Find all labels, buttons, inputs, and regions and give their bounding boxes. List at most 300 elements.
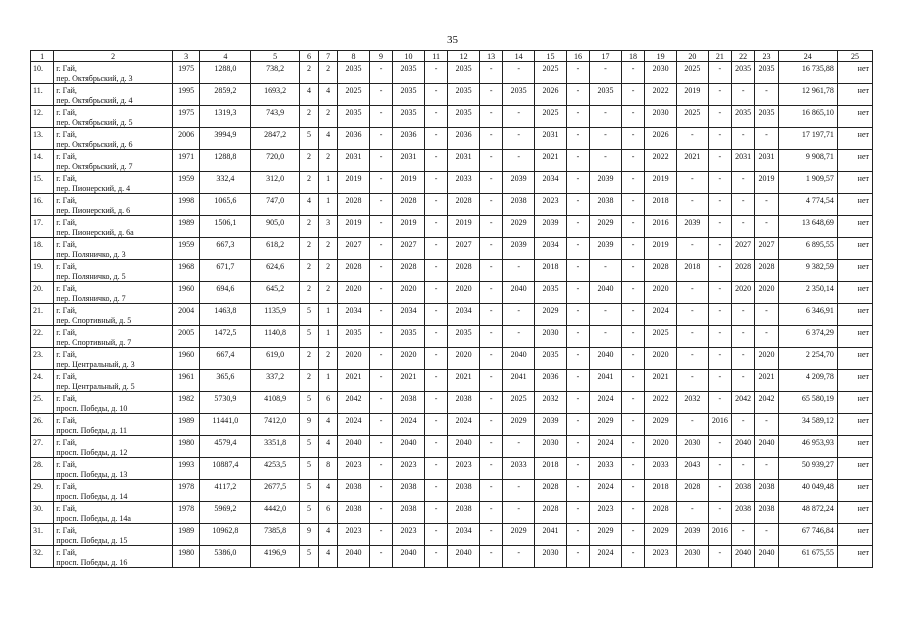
table-row <box>31 502 873 524</box>
table-cell: 2677,5 <box>251 480 300 502</box>
table-cell: нет <box>837 128 872 150</box>
table-cell: 2 <box>299 216 318 238</box>
table-row <box>31 458 873 480</box>
table-cell: - <box>424 62 447 84</box>
address-city: г. Гай, <box>56 196 77 205</box>
table-cell: 2020 <box>755 348 778 370</box>
table-row <box>31 282 873 304</box>
table-cell: 2026 <box>535 84 567 106</box>
table-cell: - <box>424 524 447 546</box>
table-cell: 1960 <box>172 348 200 370</box>
table-cell: - <box>503 480 535 502</box>
column-number-header: 8 <box>338 51 370 62</box>
table-cell: 1 <box>319 304 338 326</box>
table-cell: - <box>590 106 622 128</box>
column-number-header: 4 <box>200 51 251 62</box>
table-cell: - <box>621 524 644 546</box>
table-cell: 2021 <box>676 150 708 172</box>
table-row <box>31 128 873 150</box>
table-cell: 2016 <box>708 524 731 546</box>
table-cell: 2036 <box>535 370 567 392</box>
address-city: г. Гай, <box>56 460 77 469</box>
table-cell: - <box>621 260 644 282</box>
table-cell: 4 <box>319 436 338 458</box>
table-cell: - <box>755 326 778 348</box>
table-cell: - <box>424 392 447 414</box>
table-cell: - <box>424 216 447 238</box>
table-cell: 332,4 <box>200 172 251 194</box>
page-number: 35 <box>447 34 458 46</box>
table-cell: 2 <box>299 260 318 282</box>
table-cell: - <box>480 326 503 348</box>
table-cell: 2020 <box>338 282 370 304</box>
table-cell: 2023 <box>393 458 425 480</box>
table-cell: 2038 <box>732 480 755 502</box>
table-cell: 4 209,78 <box>778 370 837 392</box>
table-cell: 2038 <box>448 392 480 414</box>
table-cell: 1959 <box>172 172 200 194</box>
table-cell: - <box>566 370 589 392</box>
table-cell: 2035 <box>448 106 480 128</box>
table-cell: 2019 <box>338 216 370 238</box>
table-cell: - <box>755 216 778 238</box>
table-cell: - <box>566 282 589 304</box>
address-city: г. Гай, <box>56 438 77 447</box>
table-cell: 2035 <box>503 84 535 106</box>
table-cell: - <box>732 128 755 150</box>
table-cell: 50 939,27 <box>778 458 837 480</box>
table-cell: - <box>369 150 392 172</box>
table-cell: 2025 <box>676 106 708 128</box>
table-cell: нет <box>837 392 872 414</box>
address-city: г. Гай, <box>56 86 77 95</box>
address-cell <box>54 172 173 194</box>
table-cell: 2030 <box>645 106 677 128</box>
address-city: г. Гай, <box>56 372 77 381</box>
table-cell: 2032 <box>535 392 567 414</box>
table-cell: 2019 <box>393 172 425 194</box>
table-cell: - <box>369 392 392 414</box>
table-cell: - <box>369 128 392 150</box>
table-cell: - <box>676 238 708 260</box>
table-cell: нет <box>837 436 872 458</box>
column-number-header: 21 <box>708 51 731 62</box>
table-cell: - <box>424 106 447 128</box>
table-cell: 2038 <box>338 502 370 524</box>
table-cell: 2 <box>319 260 338 282</box>
table-cell: 2035 <box>338 62 370 84</box>
table-cell: 1 <box>319 370 338 392</box>
table-cell: 2021 <box>535 150 567 172</box>
table-cell: - <box>676 370 708 392</box>
table-cell: 720,0 <box>251 150 300 172</box>
table-cell: - <box>708 238 731 260</box>
table-cell: 2029 <box>590 216 622 238</box>
table-cell: 2040 <box>448 546 480 568</box>
table-cell: - <box>566 348 589 370</box>
table-cell: - <box>503 436 535 458</box>
table-cell: - <box>566 150 589 172</box>
address-city: г. Гай, <box>56 350 77 359</box>
table-cell: 2859,2 <box>200 84 251 106</box>
table-cell: 2025 <box>535 62 567 84</box>
table-cell: - <box>424 480 447 502</box>
address-cell <box>54 480 173 502</box>
table-row <box>31 524 873 546</box>
table-cell: 2035 <box>755 62 778 84</box>
column-number-header: 19 <box>645 51 677 62</box>
table-cell: 1288,8 <box>200 150 251 172</box>
row-number-cell: 29. <box>31 480 54 502</box>
table-cell: 2039 <box>590 238 622 260</box>
table-cell: - <box>676 282 708 304</box>
table-cell: - <box>621 546 644 568</box>
table-cell: - <box>424 172 447 194</box>
table-cell: 2035 <box>590 84 622 106</box>
table-cell: - <box>676 128 708 150</box>
table-cell: 2030 <box>676 436 708 458</box>
address-street: пер. Пионерский, д. 4 <box>56 183 131 193</box>
table-cell: 2 <box>299 282 318 304</box>
column-number-header: 11 <box>424 51 447 62</box>
table-cell: 6 374,29 <box>778 326 837 348</box>
table-cell: 1995 <box>172 84 200 106</box>
table-cell: - <box>369 194 392 216</box>
table-cell: - <box>621 194 644 216</box>
table-cell: 2021 <box>645 370 677 392</box>
row-number-cell: 14. <box>31 150 54 172</box>
table-cell: - <box>424 414 447 436</box>
table-cell: - <box>755 304 778 326</box>
table-cell: 365,6 <box>200 370 251 392</box>
table-cell: 6 346,91 <box>778 304 837 326</box>
table-cell: - <box>621 304 644 326</box>
table-cell: - <box>755 458 778 480</box>
column-number-header: 16 <box>566 51 589 62</box>
table-cell: 2038 <box>755 502 778 524</box>
table-cell: 2028 <box>535 502 567 524</box>
table-row <box>31 304 873 326</box>
table-cell: 2029 <box>645 414 677 436</box>
table-cell: - <box>621 128 644 150</box>
table-cell: нет <box>837 260 872 282</box>
table-cell: - <box>480 216 503 238</box>
table-cell: 2028 <box>338 260 370 282</box>
table-cell: - <box>503 304 535 326</box>
table-cell: - <box>732 84 755 106</box>
table-cell: 1982 <box>172 392 200 414</box>
table-cell: 2024 <box>393 414 425 436</box>
table-cell: 2035 <box>448 84 480 106</box>
table-cell: - <box>566 546 589 568</box>
table-cell: - <box>732 370 755 392</box>
table-cell: 2022 <box>645 150 677 172</box>
table-cell: нет <box>837 348 872 370</box>
table-cell: - <box>480 480 503 502</box>
table-cell: - <box>566 216 589 238</box>
address-street: пер. Поляничко, д. 5 <box>56 271 126 281</box>
table-cell: 2020 <box>448 282 480 304</box>
table-cell: - <box>621 392 644 414</box>
table-cell: 2 <box>319 238 338 260</box>
table-cell: 1140,8 <box>251 326 300 348</box>
table-cell: 13 648,69 <box>778 216 837 238</box>
row-number-cell: 11. <box>31 84 54 106</box>
table-cell: - <box>676 194 708 216</box>
table-row <box>31 84 873 106</box>
table-cell: 2020 <box>645 436 677 458</box>
table-row <box>31 238 873 260</box>
table-cell: 2025 <box>676 62 708 84</box>
table-row <box>31 546 873 568</box>
table-cell: - <box>480 304 503 326</box>
table-cell: - <box>480 502 503 524</box>
table-cell: 2005 <box>172 326 200 348</box>
table-cell: - <box>480 62 503 84</box>
address-cell <box>54 194 173 216</box>
table-cell: 2025 <box>503 392 535 414</box>
row-number-cell: 23. <box>31 348 54 370</box>
address-cell <box>54 150 173 172</box>
table-cell: 40 049,48 <box>778 480 837 502</box>
table-cell: 2038 <box>448 502 480 524</box>
table-cell: - <box>480 84 503 106</box>
table-cell: 10962,8 <box>200 524 251 546</box>
table-cell: - <box>424 128 447 150</box>
table-cell: 2028 <box>338 194 370 216</box>
table-cell: 2006 <box>172 128 200 150</box>
address-street: пер. Октябрьский, д. 4 <box>56 95 133 105</box>
table-cell: 2030 <box>676 546 708 568</box>
column-number-header: 23 <box>755 51 778 62</box>
table-row <box>31 150 873 172</box>
table-row <box>31 392 873 414</box>
table-cell: 3 <box>319 216 338 238</box>
table-cell: - <box>424 546 447 568</box>
column-number-header: 22 <box>732 51 755 62</box>
row-number-cell: 10. <box>31 62 54 84</box>
table-cell: - <box>732 172 755 194</box>
table-cell: - <box>369 326 392 348</box>
table-cell: - <box>503 546 535 568</box>
table-cell: 2028 <box>645 260 677 282</box>
table-cell: 1463,8 <box>200 304 251 326</box>
address-city: г. Гай, <box>56 218 77 227</box>
table-cell: - <box>590 128 622 150</box>
column-number-header: 18 <box>621 51 644 62</box>
address-city: г. Гай, <box>56 108 77 117</box>
table-cell: - <box>480 172 503 194</box>
address-city: г. Гай, <box>56 504 77 513</box>
table-cell: - <box>480 106 503 128</box>
table-cell: 2019 <box>393 216 425 238</box>
table-cell: 2038 <box>503 194 535 216</box>
table-cell: - <box>369 172 392 194</box>
table-cell: 6 895,55 <box>778 238 837 260</box>
table-cell: 2028 <box>755 260 778 282</box>
table-cell: 2004 <box>172 304 200 326</box>
table-cell: 2030 <box>535 326 567 348</box>
table-cell: 337,2 <box>251 370 300 392</box>
table-cell: 1961 <box>172 370 200 392</box>
address-street: пер. Пионерский, д. 6 <box>56 205 131 215</box>
table-row <box>31 194 873 216</box>
table-cell: 667,3 <box>200 238 251 260</box>
column-number-header: 3 <box>172 51 200 62</box>
address-street: пер. Спортивный, д. 7 <box>56 337 132 347</box>
row-number-cell: 24. <box>31 370 54 392</box>
table-cell: - <box>369 282 392 304</box>
table-cell: 2034 <box>393 304 425 326</box>
table-cell: 4442,0 <box>251 502 300 524</box>
table-cell: - <box>424 436 447 458</box>
table-cell: - <box>424 260 447 282</box>
column-number-header: 1 <box>31 51 54 62</box>
table-cell: 2036 <box>393 128 425 150</box>
table-cell: 747,0 <box>251 194 300 216</box>
table-cell: 619,0 <box>251 348 300 370</box>
table-cell: 2019 <box>755 172 778 194</box>
table-cell: 4579,4 <box>200 436 251 458</box>
address-city: г. Гай, <box>56 152 77 161</box>
table-cell: 2034 <box>338 304 370 326</box>
table-cell: - <box>424 326 447 348</box>
table-cell: 2025 <box>535 106 567 128</box>
table-cell: - <box>369 304 392 326</box>
table-cell: 2020 <box>393 348 425 370</box>
table-cell: 2027 <box>393 238 425 260</box>
table-cell: - <box>480 392 503 414</box>
address-street: просп. Победы, д. 15 <box>56 535 128 545</box>
row-number-cell: 12. <box>31 106 54 128</box>
table-cell: - <box>480 260 503 282</box>
table-cell: - <box>369 546 392 568</box>
table-cell: - <box>708 150 731 172</box>
table-cell: 2040 <box>755 436 778 458</box>
table-cell: - <box>369 216 392 238</box>
table-cell: нет <box>837 106 872 128</box>
table-cell: 2021 <box>448 370 480 392</box>
table-cell: 2034 <box>535 238 567 260</box>
address-cell <box>54 282 173 304</box>
table-cell: 4 <box>319 414 338 436</box>
table-cell: 1980 <box>172 436 200 458</box>
table-cell: 65 580,19 <box>778 392 837 414</box>
table-cell: 2040 <box>503 282 535 304</box>
table-cell: - <box>755 84 778 106</box>
table-cell: - <box>732 458 755 480</box>
table-cell: 2030 <box>535 546 567 568</box>
table-cell: 2024 <box>590 436 622 458</box>
column-number-header: 7 <box>319 51 338 62</box>
table-cell: 1975 <box>172 106 200 128</box>
table-cell: 2019 <box>338 172 370 194</box>
table-cell: - <box>621 62 644 84</box>
table-cell: - <box>590 62 622 84</box>
table-cell: 2040 <box>590 282 622 304</box>
table-cell: 1135,9 <box>251 304 300 326</box>
table-cell: 2024 <box>448 414 480 436</box>
table-cell: 2027 <box>448 238 480 260</box>
table-cell: - <box>708 216 731 238</box>
table-cell: - <box>708 546 731 568</box>
table-cell: - <box>480 524 503 546</box>
table-cell: 2847,2 <box>251 128 300 150</box>
row-number-cell: 20. <box>31 282 54 304</box>
table-cell: 5 <box>299 128 318 150</box>
table-cell: 2024 <box>338 414 370 436</box>
table-cell: 2019 <box>645 238 677 260</box>
table-cell: 1971 <box>172 150 200 172</box>
table-cell: 2020 <box>338 348 370 370</box>
table-cell: 2035 <box>393 106 425 128</box>
table-cell: 618,2 <box>251 238 300 260</box>
address-cell <box>54 260 173 282</box>
table-cell: - <box>480 150 503 172</box>
table-cell: 2020 <box>393 282 425 304</box>
table-cell: 2035 <box>535 282 567 304</box>
address-city: г. Гай, <box>56 482 77 491</box>
table-cell: 4 <box>319 546 338 568</box>
table-cell: - <box>424 84 447 106</box>
table-cell: 1288,0 <box>200 62 251 84</box>
table-cell: - <box>480 370 503 392</box>
table-cell: - <box>676 414 708 436</box>
table-cell: 2021 <box>393 370 425 392</box>
table-cell: 5386,0 <box>200 546 251 568</box>
table-cell: 2038 <box>393 480 425 502</box>
table-cell: 2029 <box>590 414 622 436</box>
table-cell: - <box>369 370 392 392</box>
table-cell: 4196,9 <box>251 546 300 568</box>
table-row <box>31 106 873 128</box>
table-cell: 2035 <box>732 62 755 84</box>
table-cell: - <box>708 304 731 326</box>
address-city: г. Гай, <box>56 284 77 293</box>
table-cell: 2029 <box>503 524 535 546</box>
table-cell: 11441,0 <box>200 414 251 436</box>
table-cell: - <box>566 392 589 414</box>
table-cell: - <box>566 304 589 326</box>
table-cell: 3351,8 <box>251 436 300 458</box>
table-cell: 1989 <box>172 414 200 436</box>
table-cell: 2040 <box>590 348 622 370</box>
table-cell: 2023 <box>393 524 425 546</box>
table-row <box>31 260 873 282</box>
table-cell: - <box>480 348 503 370</box>
column-number-header: 17 <box>590 51 622 62</box>
column-number-header: 13 <box>480 51 503 62</box>
table-cell: 2021 <box>338 370 370 392</box>
column-number-header: 15 <box>535 51 567 62</box>
table-cell: - <box>708 172 731 194</box>
table-cell: нет <box>837 370 872 392</box>
address-city: г. Гай, <box>56 526 77 535</box>
table-cell: - <box>708 194 731 216</box>
row-number-cell: 28. <box>31 458 54 480</box>
table-cell: 7412,0 <box>251 414 300 436</box>
table-cell: 1 <box>319 172 338 194</box>
table-cell: 2 <box>319 150 338 172</box>
table-cell: - <box>503 326 535 348</box>
table-cell: 2036 <box>338 128 370 150</box>
table-cell: - <box>566 194 589 216</box>
table-cell: 2028 <box>448 194 480 216</box>
address-city: г. Гай, <box>56 306 77 315</box>
table-cell: 2023 <box>448 458 480 480</box>
row-number-cell: 31. <box>31 524 54 546</box>
table-cell: 5 <box>299 502 318 524</box>
